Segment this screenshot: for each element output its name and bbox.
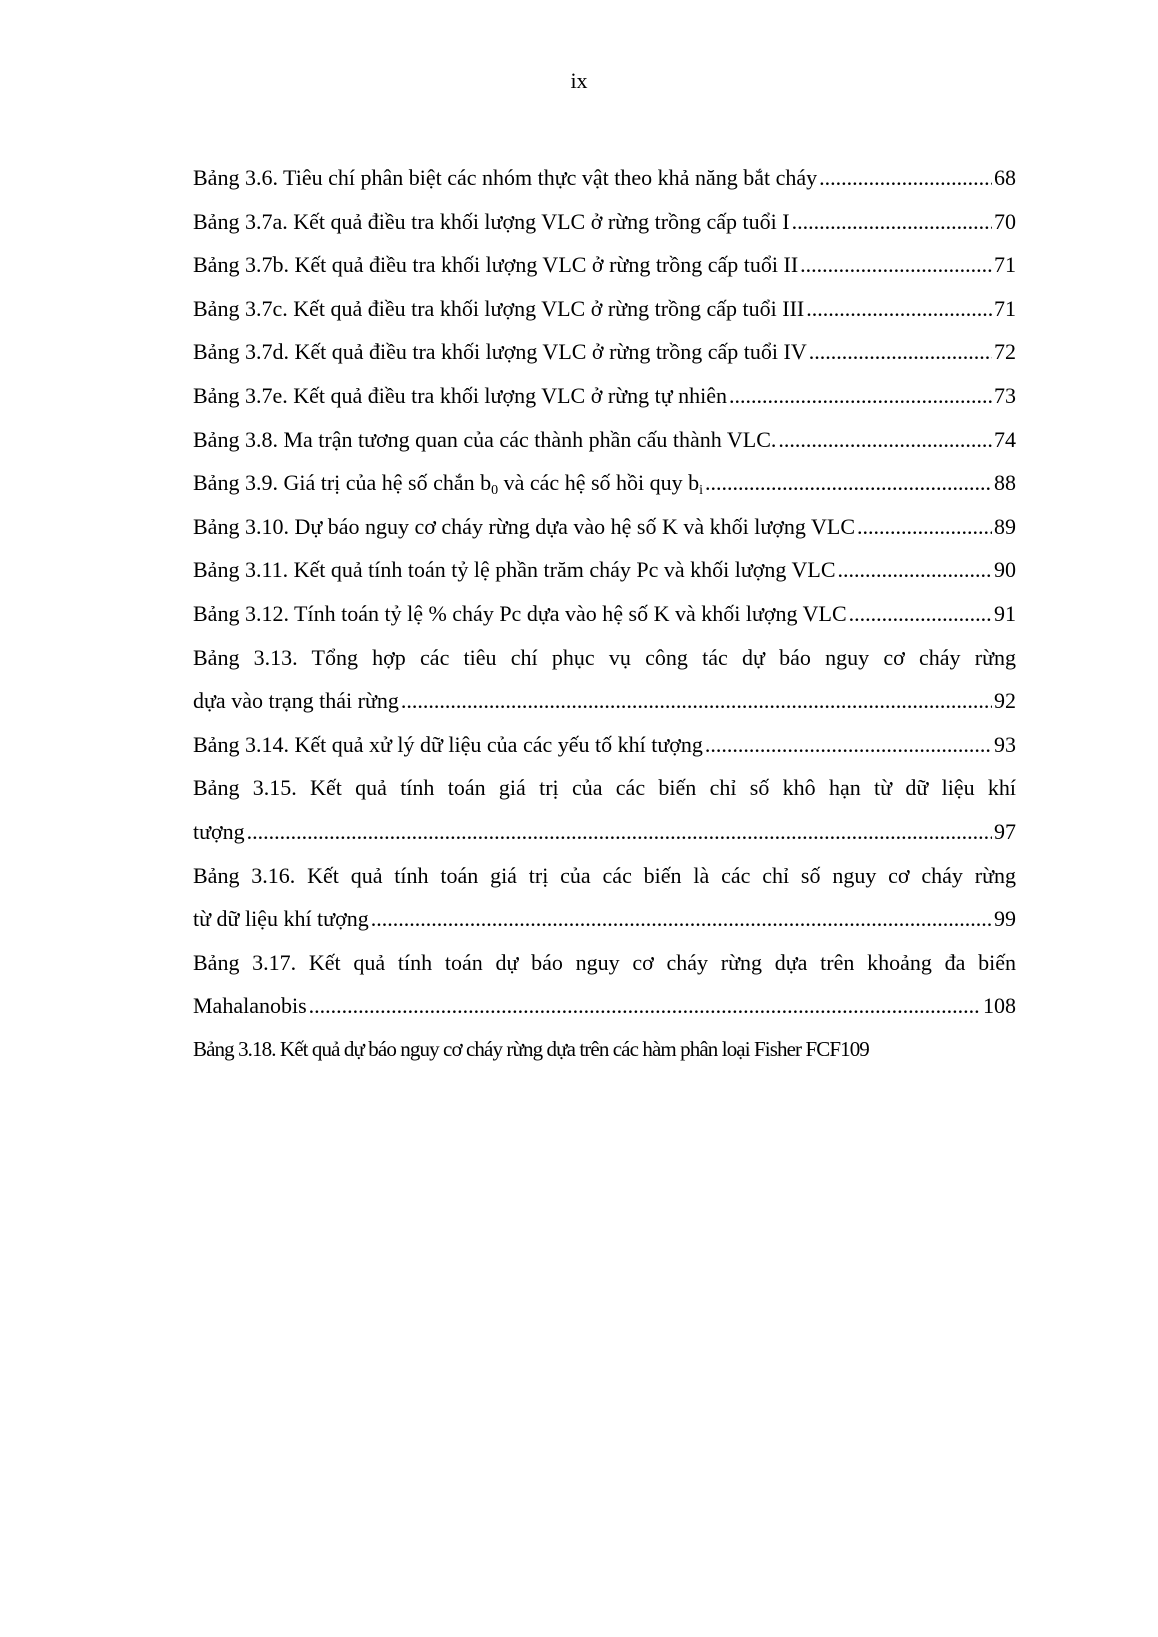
toc-entry-title [193, 461, 703, 505]
toc-entry-page: 97 [994, 818, 1016, 844]
toc-entry-title: Bảng 3.12. Tính toán tỷ lệ % cháy Pc dựa vào hệ số K và khối lượng VLC [193, 600, 847, 626]
toc-entry-3-8[interactable] [193, 418, 1016, 462]
toc-entry-page: 72 [994, 339, 1016, 365]
subscript: 0 [491, 483, 499, 499]
dot-leader [705, 723, 992, 767]
dot-leader [857, 505, 992, 549]
toc-entry-title-line1: Bảng 3.16. Kết quả tính toán giá trị của các biến là các chỉ số nguy cơ cháy rừng [193, 862, 1016, 888]
toc-entry-title-line1: Bảng 3.17. Kết quả tính toán dự báo nguy cơ cháy rừng dựa trên khoảng đa biến [193, 949, 1016, 975]
toc-entry-page: 90 [994, 557, 1016, 583]
dot-leader [806, 287, 992, 331]
title-text: Bảng 3.9. Giá trị của hệ số chắn b [193, 470, 492, 496]
toc-entry-3-13[interactable] [193, 636, 1016, 723]
dot-leader [800, 243, 992, 287]
toc-entry-title-line2: Mahalanobis [193, 993, 307, 1019]
toc-entry-3-9[interactable] [193, 461, 1016, 505]
toc-entry-page: 71 [994, 295, 1016, 321]
dot-leader [792, 200, 992, 244]
toc-entry-page: 109 [840, 1036, 869, 1061]
toc-entry-3-7b[interactable] [193, 243, 1016, 287]
toc-entry-title: Bảng 3.6. Tiêu chí phân biệt các nhóm thực vật theo khả năng bắt cháy [193, 165, 818, 190]
toc-entry-page: 108 [983, 993, 1016, 1019]
toc-entry-3-16[interactable] [193, 854, 1016, 941]
toc-entry-title: Bảng 3.7b. Kết quả điều tra khối lượng VLC ở rừng trồng cấp tuổi II [193, 252, 799, 278]
toc-entry-page: 93 [994, 731, 1016, 757]
dot-leader [247, 810, 992, 854]
dot-leader [705, 461, 992, 505]
toc-entry-title-line2: dựa vào trạng thái rừng [193, 688, 399, 714]
toc-entry-page: 91 [994, 600, 1016, 626]
dot-leader [371, 897, 992, 941]
dot-leader [809, 330, 992, 374]
toc-entry-title-line2: tượng [193, 818, 245, 844]
toc-entry-page: 68 [994, 165, 1016, 190]
dot-leader [778, 418, 992, 462]
toc-entry-title: Bảng 3.7d. Kết quả điều tra khối lượng VLC ở rừng trồng cấp tuổi IV [193, 339, 807, 365]
toc-entry-3-14[interactable] [193, 723, 1016, 767]
dot-leader [849, 592, 992, 636]
toc-entry-page: 88 [994, 470, 1016, 496]
dot-leader [729, 374, 992, 418]
toc-entry-title: Bảng 3.11. Kết quả tính toán tỷ lệ phần trăm cháy Pc và khối lượng VLC [193, 557, 836, 583]
toc-entry-page: 74 [994, 426, 1016, 452]
toc-entry-title: Bảng 3.8. Ma trận tương quan của các thành phần cấu thành VLC. [193, 426, 777, 452]
dot-leader [838, 548, 992, 592]
toc-entry-page: 73 [994, 382, 1016, 408]
toc-entry-title: Bảng 3.7c. Kết quả điều tra khối lượng VLC ở rừng trồng cấp tuổi III [193, 295, 805, 321]
toc-entry-title: Bảng 3.14. Kết quả xử lý dữ liệu của các yếu tố khí tượng [193, 731, 703, 757]
toc-entry-3-6[interactable] [193, 156, 1016, 200]
toc-entry-page: 99 [994, 906, 1016, 932]
toc-entry-3-7c[interactable] [193, 287, 1016, 331]
toc-entry-3-18[interactable] [193, 1028, 1016, 1072]
toc-entry-title: Bảng 3.7a. Kết quả điều tra khối lượng VLC ở rừng trồng cấp tuổi I [193, 208, 790, 234]
toc-entry-page: 92 [994, 688, 1016, 714]
dot-leader [401, 679, 992, 723]
subscript: i [699, 483, 704, 499]
title-text: và các hệ số hồi quy b [498, 470, 700, 496]
toc-entry-3-15[interactable] [193, 766, 1016, 853]
toc-entry-3-10[interactable] [193, 505, 1016, 549]
toc-entry-3-17[interactable] [193, 941, 1016, 1028]
toc-entry-title-line1: Bảng 3.13. Tổng hợp các tiêu chí phục vụ công tác dự báo nguy cơ cháy rừng [193, 644, 1016, 670]
toc-entry-page: 89 [994, 513, 1016, 539]
toc-entry-3-7d[interactable] [193, 330, 1016, 374]
toc-entry-page: 70 [994, 208, 1016, 234]
dot-leader [309, 984, 981, 1028]
dot-leader [819, 156, 992, 200]
toc-entry-3-12[interactable] [193, 592, 1016, 636]
toc-entry-3-11[interactable] [193, 548, 1016, 592]
toc-entry-title: Bảng 3.10. Dự báo nguy cơ cháy rừng dựa vào hệ số K và khối lượng VLC [193, 513, 856, 539]
page-number: ix [570, 68, 588, 93]
toc-entry-title: Bảng 3.18. Kết quả dự báo nguy cơ cháy rừng dựa trên các hàm phân loại Fisher FCF [193, 1036, 841, 1061]
toc-entry-page: 71 [994, 252, 1016, 278]
toc-entry-title: Bảng 3.7e. Kết quả điều tra khối lượng VLC ở rừng tự nhiên [193, 382, 727, 408]
toc-entry-title-line1: Bảng 3.15. Kết quả tính toán giá trị của các biến chỉ số khô hạn từ dữ liệu khí [193, 775, 1016, 801]
toc-entry-3-7e[interactable] [193, 374, 1016, 418]
table-of-tables [193, 156, 1016, 1071]
toc-entry-3-7a[interactable] [193, 200, 1016, 244]
toc-entry-title-line2: từ dữ liệu khí tượng [193, 906, 369, 932]
